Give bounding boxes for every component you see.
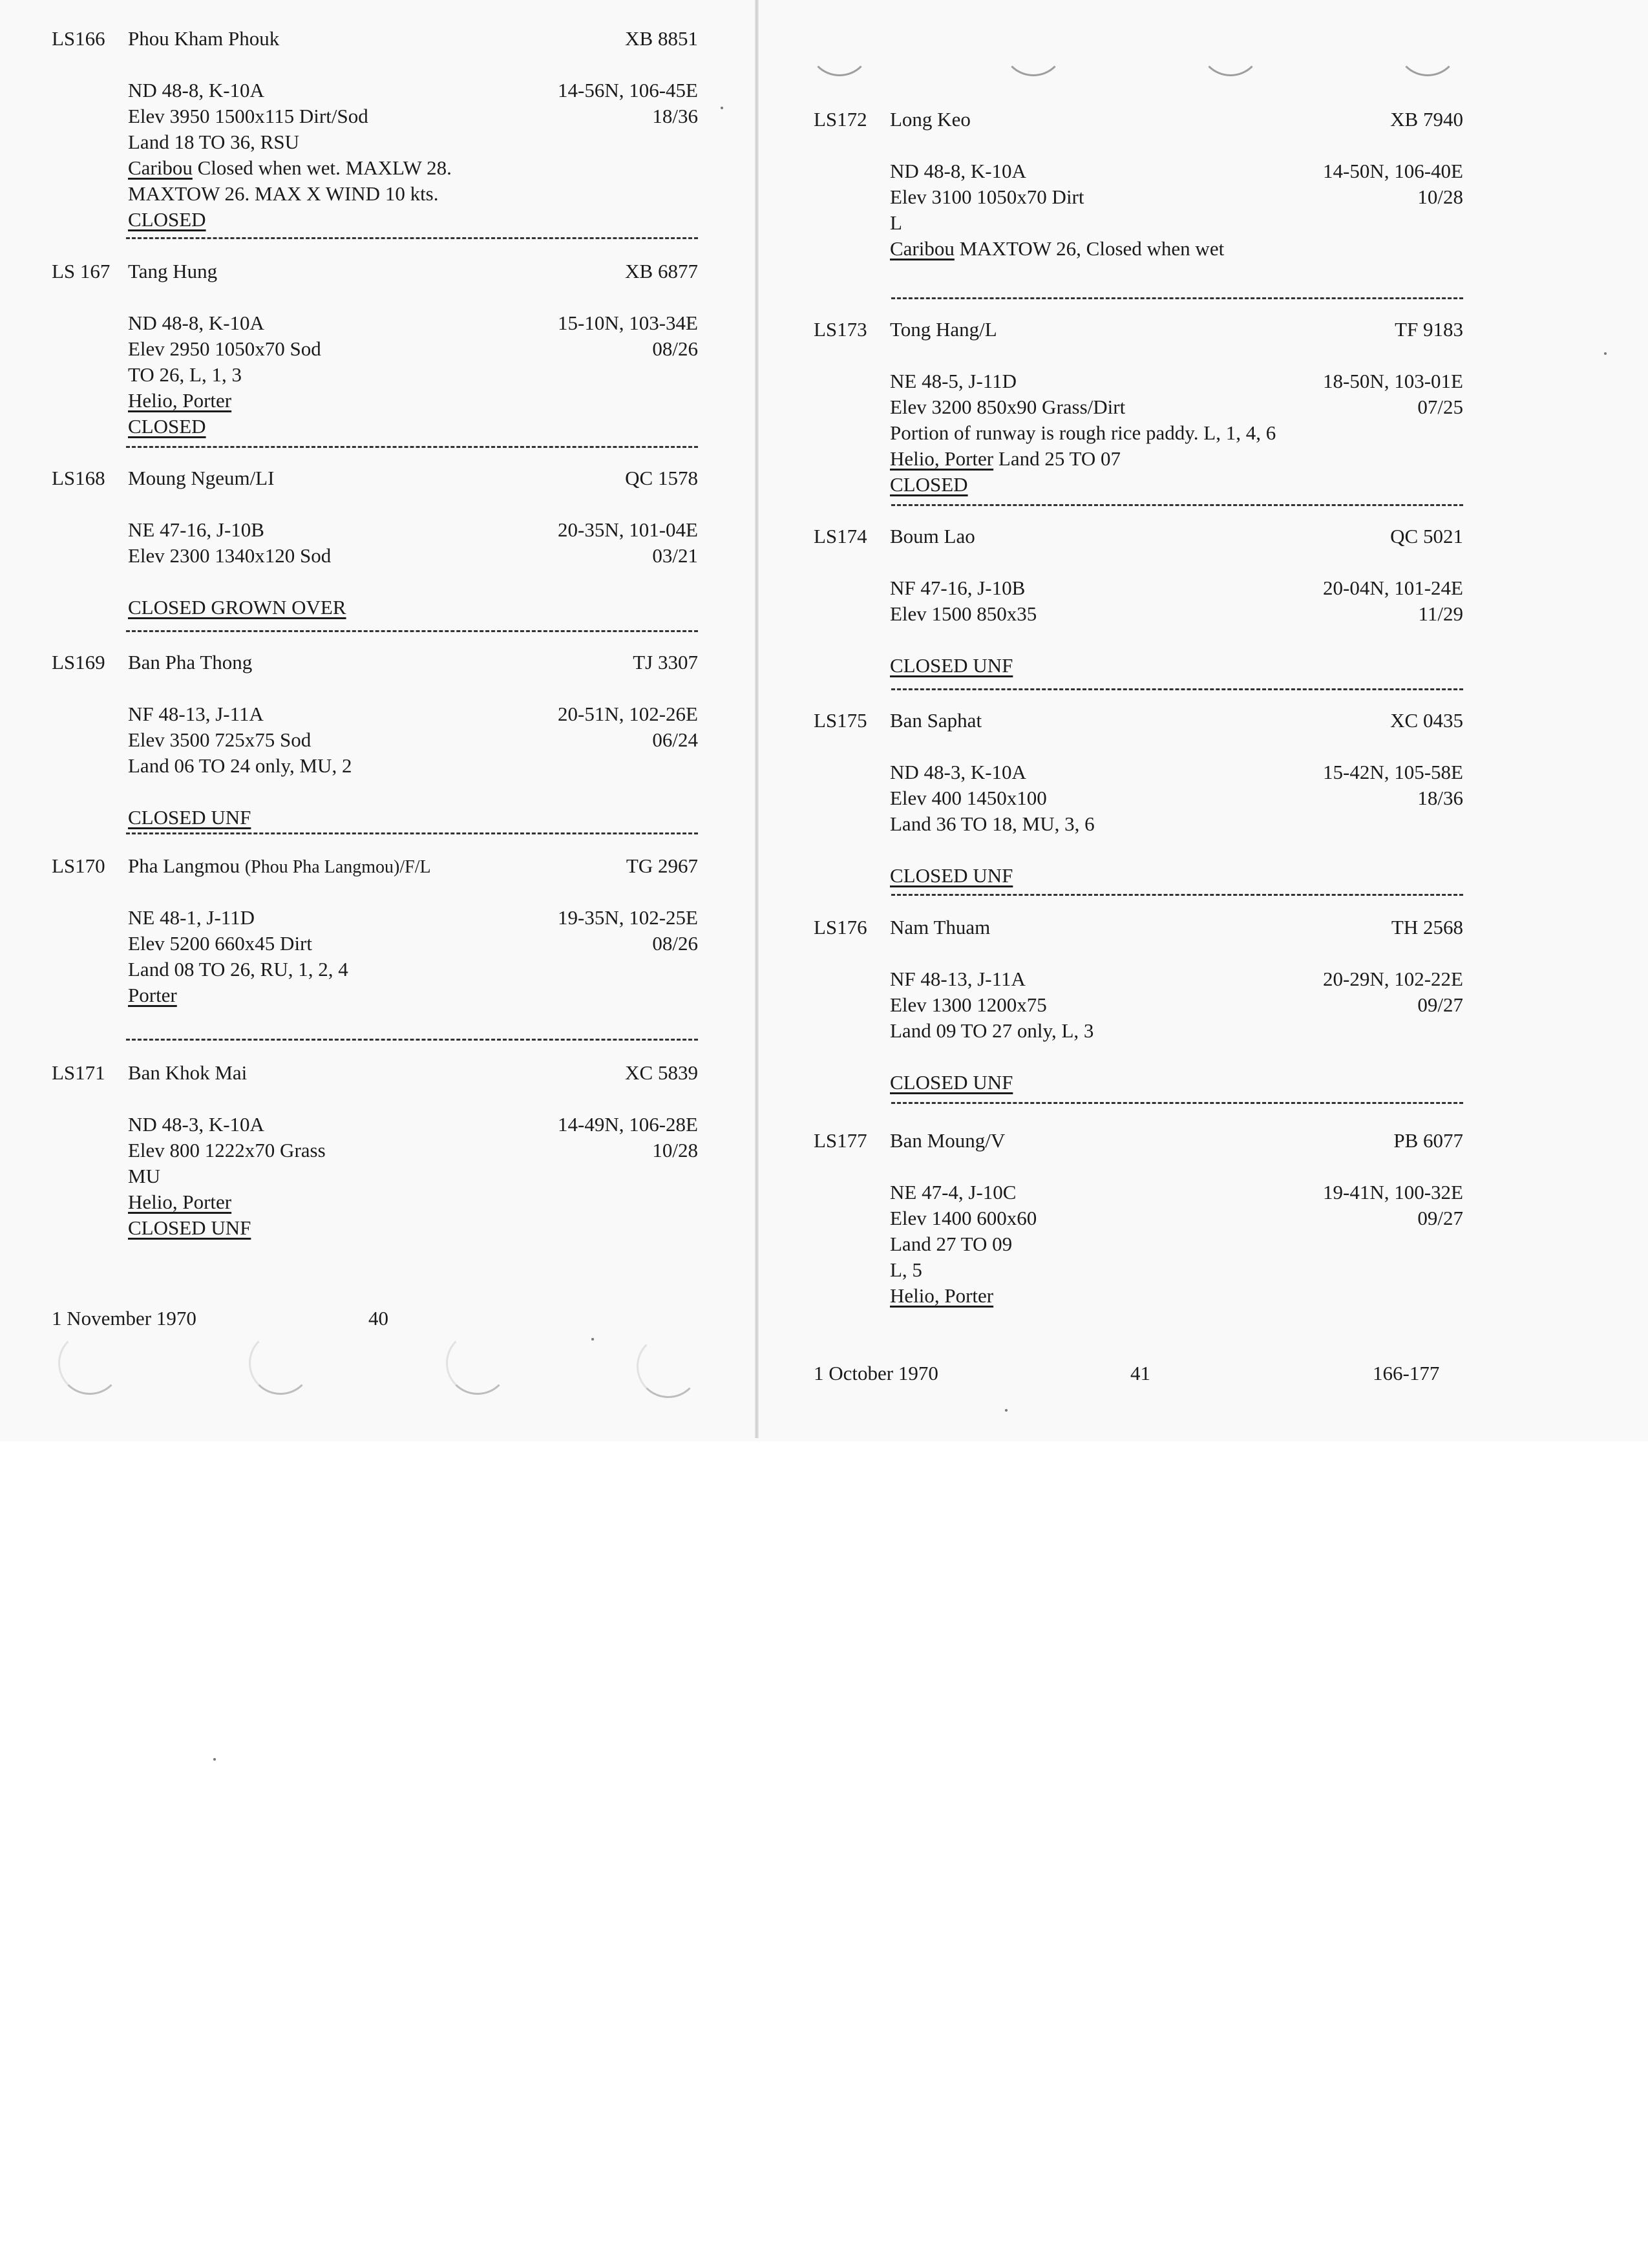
detail-line — [814, 236, 1463, 262]
detail-line — [814, 1257, 1463, 1283]
detail-line — [814, 1205, 1463, 1231]
detail-line — [52, 957, 698, 982]
detail-line — [52, 727, 698, 753]
aircraft-label: Helio, Porter — [890, 1284, 994, 1307]
detail-line — [814, 575, 1463, 601]
detail-line — [52, 1138, 698, 1163]
detail-right-value: 10/28 — [1417, 185, 1463, 208]
detail-right-value: 08/26 — [652, 932, 698, 955]
blank-line — [52, 569, 698, 595]
detail-text: Land 25 TO 07 — [998, 447, 1121, 470]
binder-hole — [58, 1331, 121, 1395]
detail-text: Land 18 TO 36, RSU — [128, 131, 299, 153]
detail-line — [814, 785, 1463, 811]
directory-entry — [814, 708, 1463, 889]
detail-text: Elev 3500 725x75 Sod — [128, 728, 312, 751]
directory-entry — [52, 1060, 698, 1241]
directory-entry — [52, 465, 698, 620]
site-name-text: Phou Kham Phouk — [128, 27, 280, 50]
detail-line — [814, 601, 1463, 627]
detail-right-value: 09/27 — [1417, 1207, 1463, 1229]
site-name — [890, 107, 971, 132]
binder-hole — [249, 1331, 312, 1395]
scan-speck — [1604, 352, 1607, 355]
entry-header — [814, 708, 1463, 734]
directory-entry — [814, 1128, 1463, 1309]
blank-line — [52, 779, 698, 805]
binder-hole — [1002, 13, 1065, 76]
aircraft-label: Helio, Porter — [128, 389, 232, 412]
entry-separator — [126, 446, 698, 448]
detail-line — [52, 1163, 698, 1189]
detail-text: Elev 400 1450x100 — [890, 787, 1047, 809]
directory-entry — [52, 650, 698, 831]
scan-speck — [1005, 1409, 1008, 1412]
detail-right-value: 20-35N, 101-04E — [558, 518, 698, 541]
grid-reference: XC 0435 — [1390, 709, 1463, 732]
blank-line — [814, 837, 1463, 863]
detail-right-value: 18/36 — [652, 105, 698, 127]
status-label: CLOSED — [128, 415, 206, 438]
aircraft-label: Caribou — [128, 156, 193, 179]
detail-line — [52, 103, 698, 129]
footer-page-number: 41 — [1130, 1362, 1150, 1384]
detail-text: Land 36 TO 18, MU, 3, 6 — [890, 812, 1095, 835]
detail-right-value: 18-50N, 103-01E — [1323, 370, 1463, 392]
site-name — [890, 524, 975, 549]
detail-text: Closed when wet. MAXLW 28. — [197, 156, 452, 179]
site-code: LS172 — [814, 108, 867, 131]
detail-line — [814, 992, 1463, 1018]
site-name-text: Pha Langmou — [128, 854, 240, 877]
detail-line — [814, 158, 1463, 184]
status-label: CLOSED UNF — [128, 1216, 251, 1239]
detail-line — [52, 1189, 698, 1215]
site-name — [128, 465, 274, 491]
site-code: LS176 — [814, 916, 867, 938]
detail-text: NF 48-13, J-11A — [128, 703, 264, 725]
detail-text: Portion of runway is rough rice paddy. L, 1, 4, 6 — [890, 421, 1276, 444]
detail-right-value: 15-10N, 103-34E — [558, 312, 698, 334]
grid-reference: XB 8851 — [625, 27, 698, 50]
directory-entry — [814, 317, 1463, 498]
grid-reference: XB 7940 — [1390, 108, 1463, 131]
status-label: CLOSED GROWN OVER — [128, 596, 346, 619]
detail-line — [814, 966, 1463, 992]
detail-text: Elev 1300 1200x75 — [890, 993, 1047, 1016]
footer-page-number: 40 — [368, 1307, 388, 1330]
aircraft-label: Caribou — [890, 237, 955, 260]
site-code: LS174 — [814, 525, 867, 547]
detail-line — [814, 1180, 1463, 1205]
status-label: CLOSED UNF — [128, 806, 251, 829]
binder-hole — [808, 13, 871, 76]
detail-line — [52, 310, 698, 336]
detail-line — [814, 472, 1463, 498]
binder-hole — [637, 1335, 700, 1398]
detail-text: Elev 1500 850x35 — [890, 602, 1037, 625]
detail-line — [52, 78, 698, 103]
status-label: CLOSED — [890, 473, 968, 496]
site-name — [128, 259, 217, 284]
detail-text: Elev 1400 600x60 — [890, 1207, 1037, 1229]
detail-text: Elev 2300 1340x120 Sod — [128, 544, 332, 567]
site-code: LS171 — [52, 1061, 105, 1084]
detail-line — [52, 905, 698, 931]
site-name-text: Ban Pha Thong — [128, 651, 253, 673]
directory-entry — [52, 259, 698, 440]
grid-reference: TJ 3307 — [633, 651, 698, 673]
scan-speck — [213, 1758, 216, 1761]
grid-reference: PB 6077 — [1393, 1129, 1463, 1152]
detail-line — [814, 653, 1463, 679]
detail-line — [814, 863, 1463, 889]
detail-right-value: 19-35N, 102-25E — [558, 906, 698, 929]
site-name-text: Ban Moung/V — [890, 1129, 1006, 1152]
entry-header — [814, 107, 1463, 132]
detail-right-value: 11/29 — [1418, 602, 1463, 625]
site-name — [128, 26, 279, 52]
site-name — [128, 1060, 247, 1086]
detail-text: ND 48-3, K-10A — [128, 1113, 264, 1136]
grid-reference: QC 1578 — [625, 467, 698, 489]
detail-right-value: 14-49N, 106-28E — [558, 1113, 698, 1136]
aircraft-label: Helio, Porter — [128, 1191, 232, 1213]
binder-hole — [446, 1331, 509, 1395]
detail-right-value: 20-29N, 102-22E — [1323, 968, 1463, 990]
site-code: LS169 — [52, 651, 105, 673]
detail-text: TO 26, L, 1, 3 — [128, 363, 242, 386]
detail-text: ND 48-8, K-10A — [128, 312, 264, 334]
entry-separator — [126, 1039, 698, 1041]
detail-right-value: 18/36 — [1417, 787, 1463, 809]
site-name-text: Tong Hang/L — [890, 318, 997, 341]
detail-line — [814, 811, 1463, 837]
detail-line — [52, 517, 698, 543]
site-name — [890, 317, 997, 343]
footer-site-range: 166-177 — [1373, 1362, 1440, 1384]
detail-text: Land 27 TO 09 — [890, 1233, 1013, 1255]
site-name — [890, 1128, 1005, 1154]
detail-text: NF 48-13, J-11A — [890, 968, 1026, 990]
status-label: CLOSED UNF — [890, 864, 1013, 887]
detail-right-value: 08/26 — [652, 337, 698, 360]
detail-right-value: 10/28 — [652, 1139, 698, 1161]
detail-line — [52, 701, 698, 727]
directory-entry — [814, 107, 1463, 262]
site-code: LS170 — [52, 854, 105, 877]
detail-right-value: 14-50N, 106-40E — [1323, 160, 1463, 182]
entry-separator — [891, 688, 1463, 690]
detail-text: NE 48-1, J-11D — [128, 906, 255, 929]
detail-line — [814, 1231, 1463, 1257]
detail-line — [52, 1215, 698, 1241]
scan-speck — [591, 1338, 594, 1341]
aircraft-label: Porter — [128, 984, 177, 1006]
site-name-text: Ban Khok Mai — [128, 1061, 248, 1084]
detail-line — [814, 446, 1463, 472]
entry-header — [814, 524, 1463, 549]
detail-line — [814, 1018, 1463, 1044]
site-name-text: Ban Saphat — [890, 709, 982, 732]
directory-entry — [52, 853, 698, 1008]
detail-line — [52, 336, 698, 362]
binder-hole — [1396, 13, 1459, 76]
site-name — [128, 853, 431, 880]
blank-line — [814, 1044, 1463, 1070]
site-name — [890, 708, 982, 734]
detail-line — [814, 368, 1463, 394]
status-label: CLOSED — [128, 208, 206, 231]
entry-header — [52, 650, 698, 675]
aircraft-label: Helio, Porter — [890, 447, 994, 470]
grid-reference: TH 2568 — [1391, 916, 1463, 938]
site-name — [128, 650, 252, 675]
entry-header — [814, 915, 1463, 940]
grid-reference: QC 5021 — [1390, 525, 1463, 547]
entry-separator — [891, 1102, 1463, 1104]
detail-text: Elev 800 1222x70 Grass — [128, 1139, 326, 1161]
detail-text: Elev 3200 850x90 Grass/Dirt — [890, 396, 1126, 418]
entry-separator — [126, 630, 698, 632]
binder-hole — [1199, 13, 1262, 76]
detail-text: Elev 3950 1500x115 Dirt/Sod — [128, 105, 368, 127]
detail-text: Land 09 TO 27 only, L, 3 — [890, 1019, 1094, 1042]
detail-text: NE 47-16, J-10B — [128, 518, 264, 541]
site-code: LS168 — [52, 467, 105, 489]
detail-line — [52, 595, 698, 620]
detail-line — [52, 1112, 698, 1138]
grid-reference: XB 6877 — [625, 260, 698, 282]
entry-header — [52, 259, 698, 284]
detail-text: ND 48-8, K-10A — [128, 79, 264, 101]
detail-text: MAXTOW 26. MAX X WIND 10 kts. — [128, 182, 439, 205]
detail-line — [52, 181, 698, 207]
detail-text: NF 47-16, J-10B — [890, 577, 1026, 599]
footer-date: 1 October 1970 — [814, 1362, 938, 1384]
site-code: LS173 — [814, 318, 867, 341]
left-page — [0, 0, 755, 1441]
entry-separator — [891, 297, 1463, 299]
detail-right-value: 03/21 — [652, 544, 698, 567]
detail-text: MAXTOW 26, Closed when wet — [959, 237, 1225, 260]
site-code: LS166 — [52, 27, 105, 50]
grid-reference: TG 2967 — [626, 854, 698, 877]
detail-line — [814, 394, 1463, 420]
site-name — [890, 915, 990, 940]
directory-entry — [52, 26, 698, 233]
footer-date: 1 November 1970 — [52, 1307, 196, 1330]
site-code: LS 167 — [52, 260, 111, 282]
detail-line — [52, 982, 698, 1008]
detail-right-value: 14-56N, 106-45E — [558, 79, 698, 101]
detail-line — [52, 543, 698, 569]
site-name-text: Nam Thuam — [890, 916, 991, 938]
entry-separator — [126, 832, 698, 834]
site-name-alt: (Phou Pha Langmou)/F/L — [244, 857, 431, 877]
detail-line — [52, 753, 698, 779]
site-name-text: Moung Ngeum/LI — [128, 467, 275, 489]
detail-line — [52, 414, 698, 440]
entry-separator — [891, 504, 1463, 506]
entry-header — [52, 26, 698, 52]
detail-right-value: 20-04N, 101-24E — [1323, 577, 1463, 599]
detail-line — [814, 184, 1463, 210]
directory-entry — [814, 524, 1463, 679]
detail-text: L, 5 — [890, 1258, 922, 1281]
grid-reference: XC 5839 — [625, 1061, 698, 1084]
detail-line — [52, 129, 698, 155]
detail-line — [52, 805, 698, 831]
detail-text: ND 48-3, K-10A — [890, 761, 1026, 783]
entry-separator — [891, 894, 1463, 896]
detail-line — [814, 1070, 1463, 1096]
site-name-text: Long Keo — [890, 108, 971, 131]
detail-right-value: 19-41N, 100-32E — [1323, 1181, 1463, 1203]
detail-line — [52, 388, 698, 414]
site-code: LS177 — [814, 1129, 867, 1152]
detail-text: Elev 5200 660x45 Dirt — [128, 932, 312, 955]
site-name-text: Boum Lao — [890, 525, 975, 547]
entry-header — [814, 317, 1463, 343]
directory-entry — [814, 915, 1463, 1096]
detail-text: L — [890, 211, 902, 234]
detail-line — [814, 1283, 1463, 1309]
detail-line — [52, 155, 698, 181]
detail-right-value: 15-42N, 105-58E — [1323, 761, 1463, 783]
status-label: CLOSED UNF — [890, 654, 1013, 677]
detail-text: Elev 2950 1050x70 Sod — [128, 337, 321, 360]
site-name-text: Tang Hung — [128, 260, 218, 282]
blank-line — [814, 627, 1463, 653]
site-code: LS175 — [814, 709, 867, 732]
detail-line — [814, 210, 1463, 236]
scan-speck — [721, 107, 723, 109]
detail-text: Elev 3100 1050x70 Dirt — [890, 185, 1084, 208]
detail-text: MU — [128, 1165, 160, 1187]
detail-line — [52, 931, 698, 957]
right-page — [759, 0, 1648, 1441]
detail-text: Land 08 TO 26, RU, 1, 2, 4 — [128, 958, 348, 980]
detail-text: NE 47-4, J-10C — [890, 1181, 1017, 1203]
detail-line — [814, 420, 1463, 446]
detail-line — [52, 207, 698, 233]
detail-line — [814, 759, 1463, 785]
entry-header — [52, 1060, 698, 1086]
detail-right-value: 07/25 — [1417, 396, 1463, 418]
entry-separator — [126, 237, 698, 239]
status-label: CLOSED UNF — [890, 1071, 1013, 1094]
grid-reference: TF 9183 — [1395, 318, 1463, 341]
entry-header — [52, 853, 698, 879]
detail-line — [52, 362, 698, 388]
detail-text: ND 48-8, K-10A — [890, 160, 1026, 182]
detail-right-value: 06/24 — [652, 728, 698, 751]
detail-right-value: 20-51N, 102-26E — [558, 703, 698, 725]
detail-right-value: 09/27 — [1417, 993, 1463, 1016]
entry-header — [52, 465, 698, 491]
detail-text: Land 06 TO 24 only, MU, 2 — [128, 754, 352, 777]
entry-header — [814, 1128, 1463, 1154]
detail-text: NE 48-5, J-11D — [890, 370, 1017, 392]
